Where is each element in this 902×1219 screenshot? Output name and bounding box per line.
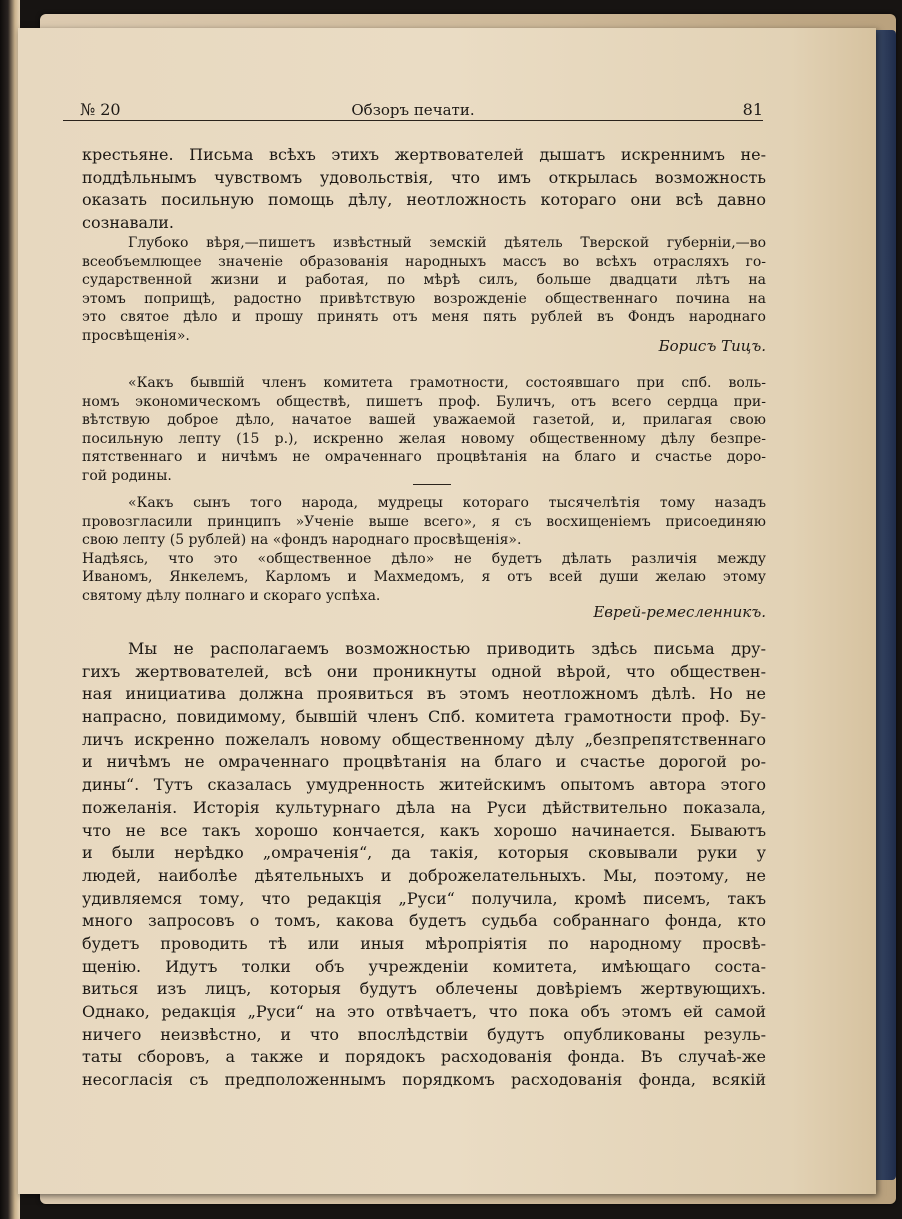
letter-bulich	[82, 374, 766, 485]
text-line: это святое дѣло и прошу принять отъ меня пять рублей въ Фондъ народнаго	[82, 309, 766, 325]
text-line: гихъ жертвователей, всѣ они проникнуты одной вѣрой, что обществен-	[82, 661, 766, 681]
text-line: и были нерѣдко „омраченія“, да такія, которыя сковывали руки у	[82, 843, 766, 863]
paragraph-intro	[82, 144, 766, 235]
section-title: Обзоръ печати.	[351, 101, 475, 119]
text-line: этомъ поприщѣ, радостно привѣтствую возрожденіе общественнаго почина на	[82, 290, 766, 307]
text-line: святому дѣлу полнаго и скораго успѣха.	[82, 587, 381, 604]
text-line: пятственнаго и ничѣмъ не омраченнаго процвѣтанія на благо и счастье доро-	[82, 449, 766, 465]
text-line: номъ экономическомъ обществѣ, пишетъ проф. Буличъ, отъ всего сердца при-	[82, 393, 766, 410]
signature-craftsman: Еврей-ремесленникъ.	[593, 603, 766, 621]
page-number: 81	[742, 100, 763, 119]
text-line: Мы не располагаемъ возможностью приводить здѣсь письма дру-	[128, 639, 766, 658]
text-line: удивляемся тому, что редакція „Руси“ получила, кромѣ писемъ, такъ	[82, 888, 766, 908]
text-line: сознавали.	[82, 213, 174, 233]
text-line: таты сборовъ, а также и порядокъ расходованія фонда. Въ случаѣ-же	[82, 1047, 766, 1067]
text-line: крестьяне. Письма всѣхъ этихъ жертвователей дышатъ искреннимъ не-	[82, 145, 766, 164]
text-line: просвѣщенія».	[82, 327, 190, 344]
text-line: провозгласили принципъ »Ученіе выше всего», я съ восхищеніемъ присоединяю	[82, 513, 766, 530]
text-line: свою лепту (5 рублей) на «фондъ народнаго просвѣщенія».	[82, 532, 522, 548]
text-line: Иваномъ, Янкелемъ, Карломъ и Махмедомъ, я отъ всей души желаю этому	[82, 569, 766, 585]
text-line: несогласія съ предположеннымъ порядкомъ расходованія фонда, всякій	[82, 1070, 766, 1090]
text-line: сударственной жизни и работая, по мѣрѣ силъ, больше двадцати лѣтъ на	[82, 272, 766, 288]
text-line: много запросовъ о томъ, какова будетъ судьба собраннаго фонда, кто	[82, 911, 766, 931]
text-line: ничего неизвѣстно, и что впослѣдствіи будутъ опубликованы резуль-	[82, 1024, 766, 1044]
letter-tver	[82, 234, 766, 345]
text-line: дины“. Тутъ сказалась умудренность житейскимъ опытомъ автора этого	[82, 775, 766, 795]
text-line: личъ искренно пожелалъ новому общественному дѣлу „безпрепятственнаго	[82, 729, 766, 749]
text-line: виться изъ лицъ, которыя будутъ облечены довѣріемъ жертвующихъ.	[82, 979, 766, 999]
running-header	[63, 74, 763, 121]
text-line: людей, наиболѣе дѣятельныхъ и доброжелательныхъ. Мы, поэтому, не	[82, 865, 766, 885]
text-line: посильную лепту (15 р.), искренно желая новому общественному дѣлу безпре-	[82, 430, 766, 447]
text-line: вѣтствую доброе дѣло, начатое вашей уважаемой газетой, и, прилагая свою	[82, 412, 766, 428]
text-line: пожеланія. Исторія культурнаго дѣла на Руси дѣйствительно показала,	[82, 797, 766, 817]
text-line: всеобъемлющее значеніе образованія народныхъ массъ во всѣхъ отрасляхъ го-	[82, 253, 766, 270]
text-line: что не все такъ хорошо кончается, какъ хорошо начинается. Бываютъ	[82, 820, 766, 840]
issue-number: № 20	[80, 100, 121, 119]
paragraph-commentary	[82, 638, 766, 1092]
text-line: «Какъ бывшій членъ комитета грамотности, состоявшаго при спб. воль-	[128, 375, 766, 391]
letter-craftsman	[82, 494, 766, 605]
text-line: поддѣльнымъ чувствомъ удовольствія, что имъ открылась возможность	[82, 167, 766, 187]
text-line: ная инициатива должна проявиться въ этомъ неотложномъ дѣлѣ. Но не	[82, 684, 766, 704]
text-line: Глубоко вѣря,—пишетъ извѣстный земскій дѣятель Тверской губерніи,—во	[128, 235, 766, 251]
section-divider	[413, 484, 451, 485]
text-line: гой родины.	[82, 467, 172, 484]
text-line: будетъ проводить тѣ или иныя мѣропріятія по народному просвѣ-	[82, 933, 766, 953]
book-spine	[0, 0, 20, 1219]
text-line: Однако, редакція „Руси“ на это отвѣчаетъ, что пока объ этомъ ей самой	[82, 1002, 766, 1021]
text-line: оказать посильную помощь дѣлу, неотложность котораго они всѣ давно	[82, 190, 766, 210]
text-line: «Какъ сынъ того народа, мудрецы котораго тысячелѣтія тому назадъ	[128, 495, 766, 511]
text-line: Надѣясь, что это «общественное дѣло» не будетъ дѣлать различія между	[82, 550, 766, 567]
signature-tits: Борисъ Тицъ.	[658, 337, 766, 355]
text-line: напрасно, повидимому, бывшій членъ Спб. комитета грамотности проф. Бу-	[82, 707, 766, 727]
text-line: щенію. Идутъ толки объ учрежденіи комитета, имѣющаго соста-	[82, 956, 766, 976]
text-line: и ничѣмъ не омраченнаго процвѣтанія на благо и счастье дорогой ро-	[82, 752, 766, 772]
